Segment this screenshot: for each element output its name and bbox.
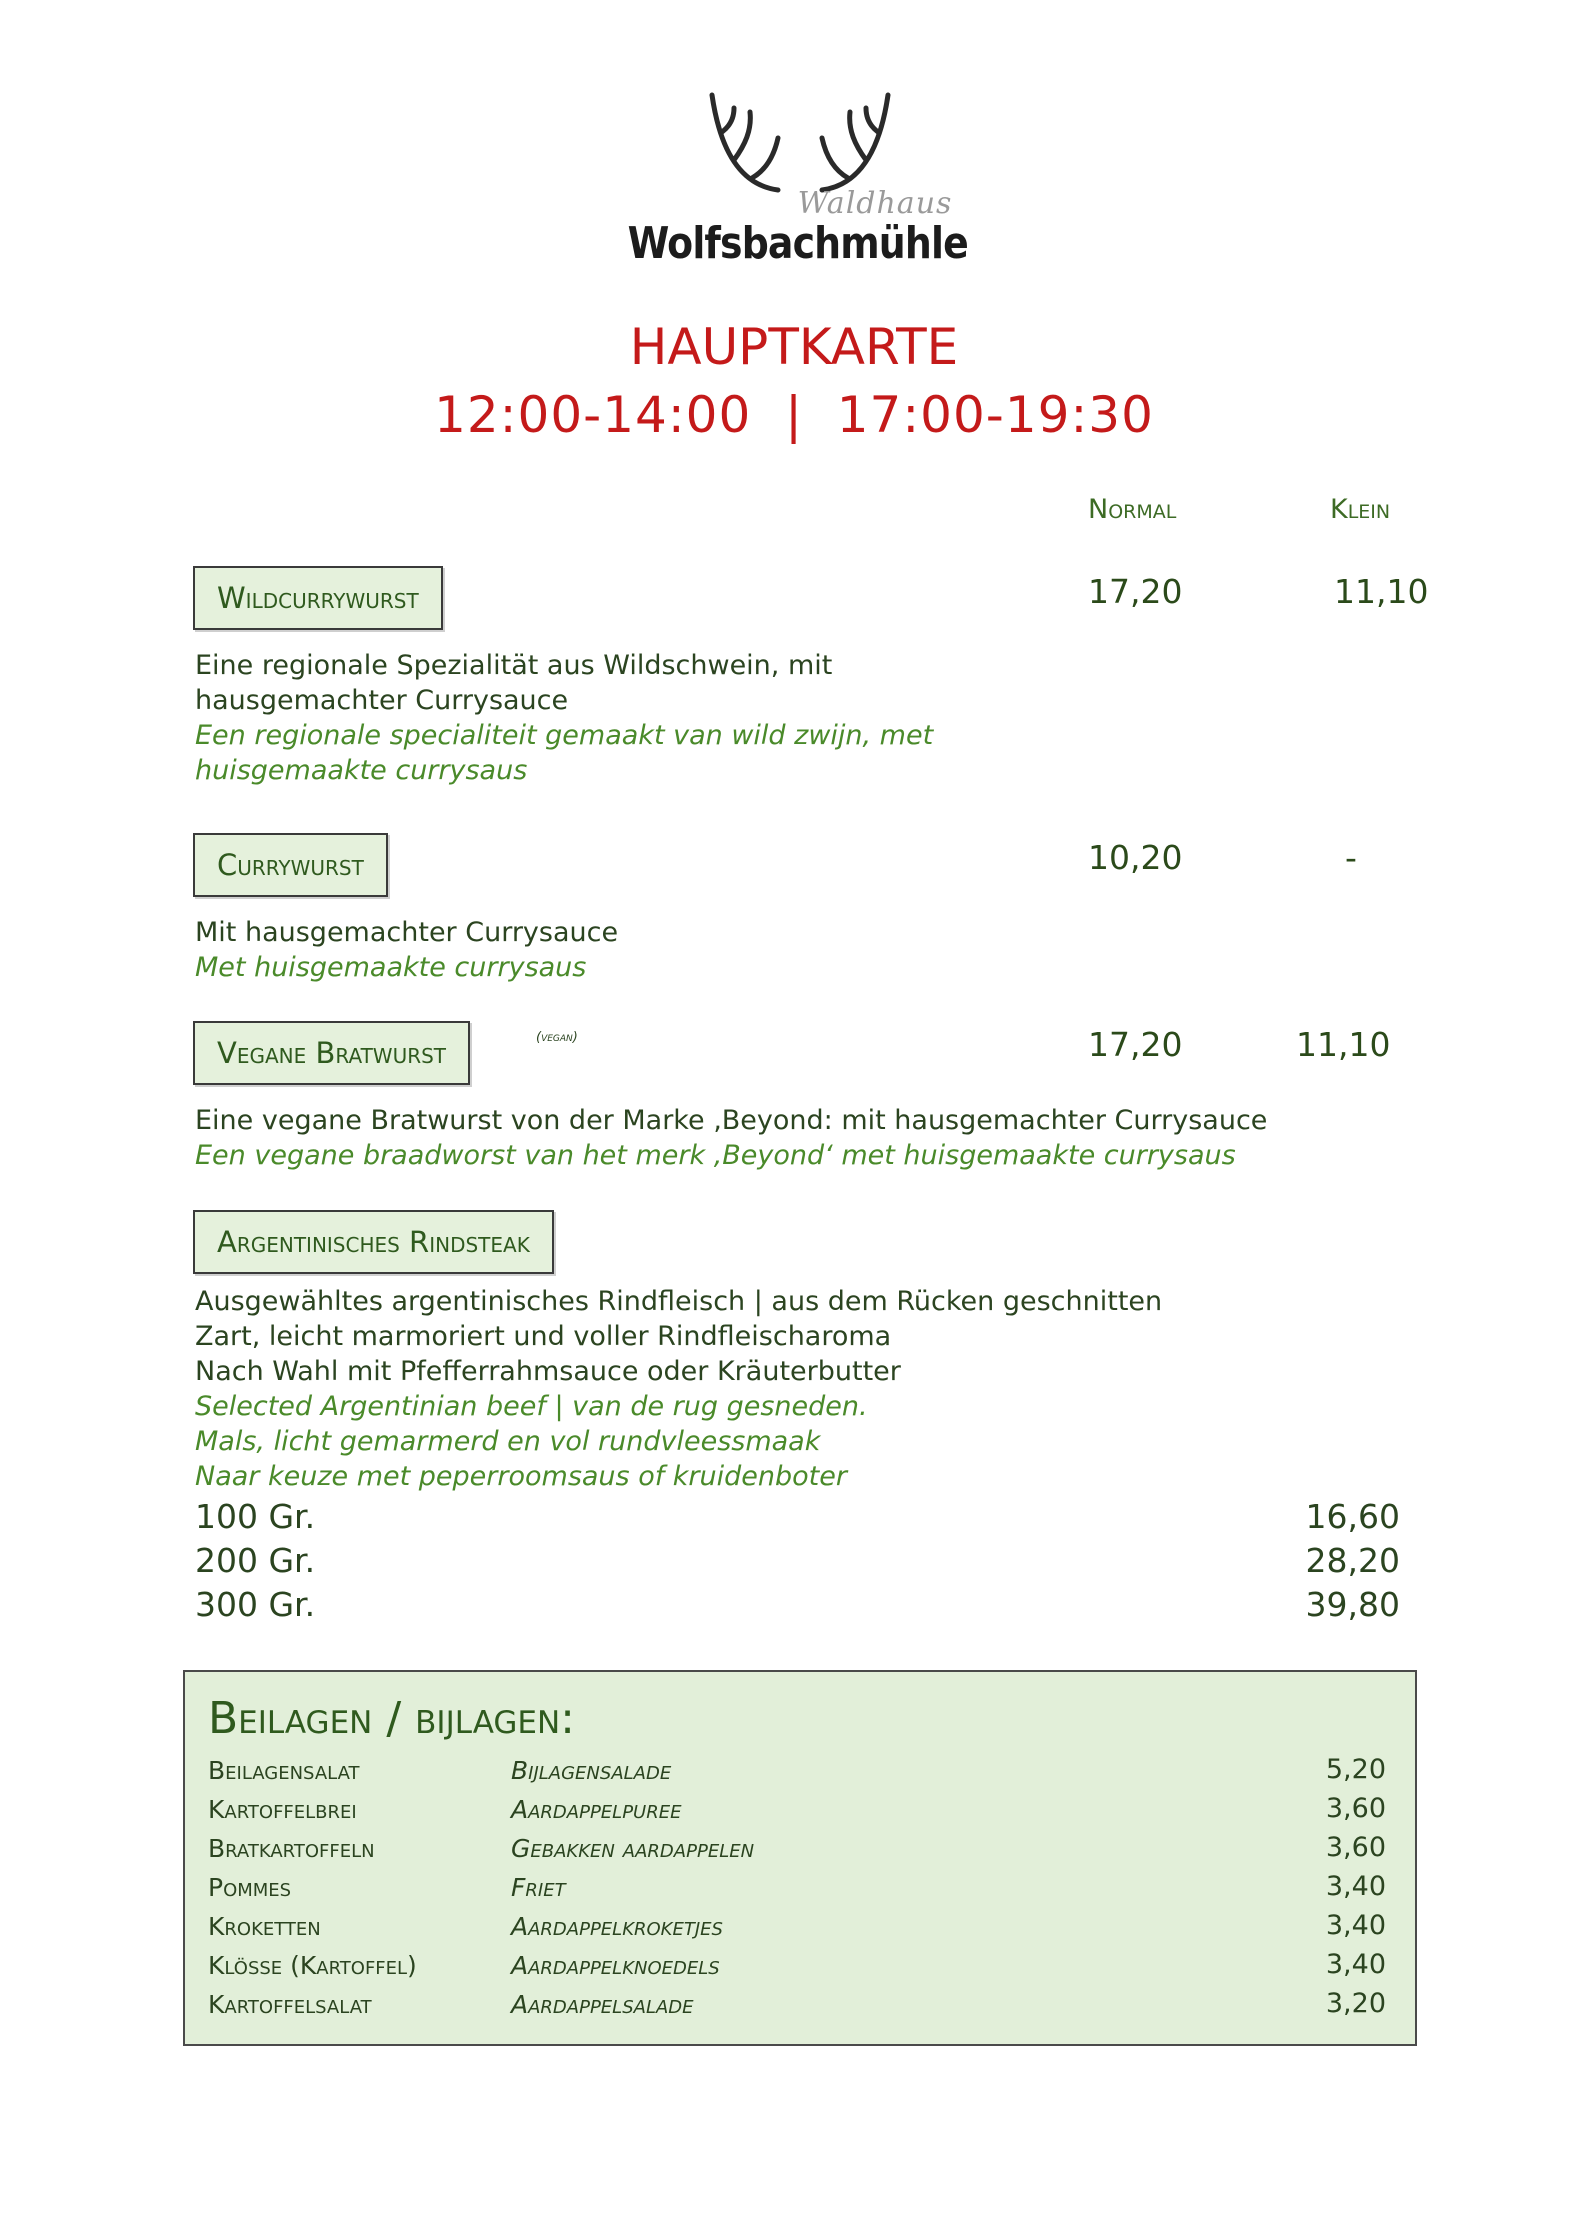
price-normal: 17,20 (1088, 572, 1183, 611)
side-price: 3,40 (1325, 1949, 1386, 1980)
column-normal: Normal (1088, 494, 1177, 525)
side-name-nl: Aardappelkroketjes (511, 1912, 723, 1941)
logo-name: Wolfsbachmühle (627, 218, 968, 269)
column-klein: Klein (1330, 494, 1391, 525)
side-price: 3,20 (1325, 1988, 1386, 2019)
desc-de-line: Eine vegane Bratwurst von der Marke ‚Beyond: mit hausgemachter Currysauce (195, 1105, 1268, 1136)
price-normal: 17,20 (1088, 1025, 1183, 1064)
desc-de-line: Eine regionale Spezialität aus Wildschwein, mit (195, 650, 833, 681)
weight-row (195, 1541, 1400, 1580)
dish-label-argentinisches-rindsteak: Argentinisches Rindsteak (193, 1210, 554, 1274)
side-price: 3,60 (1325, 1832, 1386, 1863)
side-name-de: Kartoffelbrei (208, 1795, 357, 1824)
price-klein: - (1345, 838, 1357, 877)
desc-nl-line: Met huisgemaakte currysaus (195, 952, 587, 983)
vegan-tag: (vegan) (536, 1030, 578, 1045)
weight-price: 39,80 (1305, 1585, 1400, 1624)
side-name-nl: Aardappelpuree (511, 1795, 682, 1824)
weight-row (195, 1585, 1400, 1624)
side-name-de: Bratkartoffeln (208, 1834, 375, 1863)
price-normal: 10,20 (1088, 838, 1183, 877)
dish-label-currywurst: Currywurst (193, 833, 388, 897)
weight-label: 200 Gr. (195, 1541, 316, 1580)
dish-label-vegane-bratwurst: Vegane Bratwurst (193, 1021, 470, 1085)
side-name-de: Kartoffelsalat (208, 1990, 372, 2019)
side-price: 3,40 (1325, 1910, 1386, 1941)
desc-nl-line: Mals, licht gemarmerd en vol rundvleessmaak (195, 1426, 821, 1457)
side-name-de: Beilagensalat (208, 1756, 360, 1785)
desc-nl-line: huisgemaakte currysaus (195, 755, 528, 786)
antlers-icon (700, 90, 900, 200)
side-price: 3,40 (1325, 1871, 1386, 1902)
side-name-nl: Aardappelknoedels (511, 1951, 720, 1980)
desc-nl-line: Een vegane braadworst van het merk ‚Beyond‘ met huisgemaakte currysaus (195, 1140, 1236, 1171)
side-name-nl: Aardappelsalade (511, 1990, 694, 2019)
weight-label: 300 Gr. (195, 1585, 316, 1624)
side-name-nl: Friet (511, 1873, 566, 1902)
side-name-nl: Gebakken aardappelen (511, 1834, 755, 1863)
side-name-de: Klöße (Kartoffel) (208, 1951, 417, 1980)
desc-de-line: Ausgewähltes argentinisches Rindfleisch | aus dem Rücken geschnitten (195, 1286, 1163, 1317)
sides-title: Beilagen / bijlagen: (208, 1693, 575, 1744)
desc-nl-line: Een regionale specialiteit gemaakt van wild zwijn, met (195, 720, 934, 751)
desc-nl-line: Naar keuze met peperroomsaus of kruidenboter (195, 1461, 847, 1492)
page-title: HAUPTKARTE (629, 318, 959, 376)
desc-de-line: Mit hausgemachter Currysauce (195, 917, 619, 948)
side-name-nl: Bijlagensalade (511, 1756, 672, 1785)
logo-script: Waldhaus (797, 186, 953, 221)
desc-de-line: hausgemachter Currysauce (195, 685, 569, 716)
side-name-de: Kroketten (208, 1912, 321, 1941)
weight-price: 28,20 (1305, 1541, 1400, 1580)
price-klein: 11,10 (1334, 572, 1429, 611)
weight-label: 100 Gr. (195, 1497, 316, 1536)
desc-nl-line: Selected Argentinian beef | van de rug gesneden. (195, 1391, 868, 1422)
price-klein: 11,10 (1296, 1025, 1391, 1064)
dish-label-wildcurrywurst: Wildcurrywurst (193, 566, 443, 630)
side-price: 5,20 (1325, 1754, 1386, 1785)
opening-hours: 12:00-14:00 | 17:00-19:30 (434, 386, 1154, 444)
side-name-de: Pommes (208, 1873, 292, 1902)
weight-row (195, 1497, 1400, 1536)
desc-de-line: Nach Wahl mit Pfefferrahmsauce oder Kräuterbutter (195, 1356, 901, 1387)
side-price: 3,60 (1325, 1793, 1386, 1824)
weight-price: 16,60 (1305, 1497, 1400, 1536)
desc-de-line: Zart, leicht marmoriert und voller Rindfleischaroma (195, 1321, 892, 1352)
